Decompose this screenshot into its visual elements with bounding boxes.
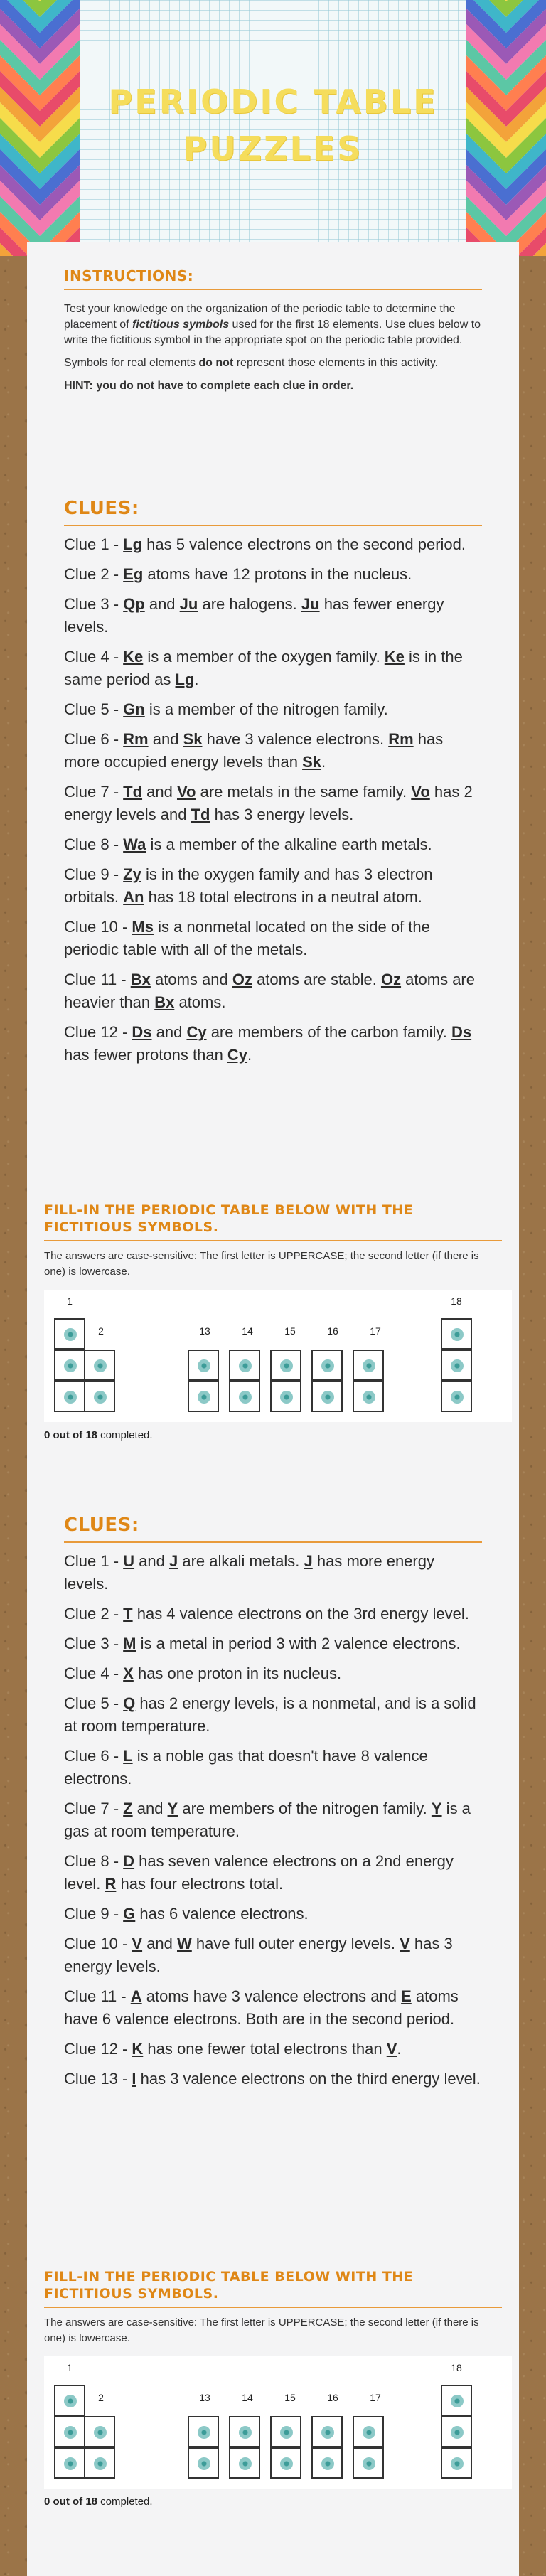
element-cell-g1-p2[interactable]	[54, 2416, 85, 2447]
element-cell-g14-p3[interactable]	[229, 2447, 260, 2479]
symbol-text: W	[177, 1935, 192, 1952]
element-cell-g16-p3[interactable]	[311, 1381, 343, 1412]
puzzle1-clue-9: Clue 9 - Zy is in the oxygen family and has 3 electron orbitals. An has 18 total electrons in a neutral atom.	[64, 865, 433, 906]
cell-marker-icon	[198, 2457, 210, 2470]
element-cell-g13-p3[interactable]	[188, 1381, 219, 1412]
puzzle2-fill-section	[27, 2268, 519, 2508]
symbol-text: Ju	[301, 595, 320, 613]
element-cell-g18-p3[interactable]	[441, 2447, 472, 2479]
cell-marker-icon	[64, 2426, 77, 2439]
puzzle2-clue-13: Clue 13 - I has 3 valence electrons on the third energy level.	[64, 2070, 481, 2088]
cell-marker-icon	[451, 1359, 464, 1372]
symbol-text: Lg	[123, 535, 143, 553]
cell-marker-icon	[239, 2426, 252, 2439]
puzzle2-clue-8: Clue 8 - D has seven valence electrons on a 2nd energy level. R has four electrons total.	[64, 1852, 454, 1893]
cell-marker-icon	[451, 1391, 464, 1404]
symbol-text: Oz	[380, 971, 402, 988]
puzzle1-clue-list	[64, 533, 482, 1067]
symbol-text: Vo	[176, 783, 196, 801]
puzzle2-fill-heading: FILL-IN THE PERIODIC TABLE BELOW WITH THE FICTITIOUS SYMBOLS.	[44, 2268, 502, 2308]
cell-marker-icon	[451, 2395, 464, 2407]
group-label-14: 14	[242, 1325, 253, 1337]
element-cell-g2-p3[interactable]	[84, 2447, 115, 2479]
element-cell-g14-p2[interactable]	[229, 2416, 260, 2447]
puzzle2-clue-9: Clue 9 - G has 6 valence electrons.	[64, 1905, 309, 1923]
cell-marker-icon	[280, 2457, 293, 2470]
cell-marker-icon	[321, 1359, 334, 1372]
puzzle1-clue-10: Clue 10 - Ms is a nonmetal located on the side of the periodic table with all of the metals.	[64, 918, 430, 958]
puzzle2-clue-2: Clue 2 - T has 4 valence electrons on the 3rd energy level.	[64, 1605, 469, 1623]
group-label-17: 17	[370, 2392, 381, 2403]
element-cell-g2-p2[interactable]	[84, 1350, 115, 1381]
chevron-pattern-right	[466, 0, 546, 256]
puzzle2-clue-3: Clue 3 - M is a metal in period 3 with 2 valence electrons.	[64, 1635, 461, 1652]
puzzle1-clue-8: Clue 8 - Wa is a member of the alkaline earth metals.	[64, 835, 432, 853]
instructions-paragraph-1: Test your knowledge on the organization of the periodic table to determine the placement of fictitious symbols used for the first 18 elements. Use clues below to write the fictitious symbol in the appropriate spot on the periodic table provided.	[64, 303, 481, 346]
puzzle1-clue-2: Clue 2 - Eg atoms have 12 protons in the nucleus.	[64, 565, 412, 583]
group-label-1: 1	[67, 2362, 73, 2373]
element-cell-g17-p3[interactable]	[353, 2447, 384, 2479]
element-cell-g14-p2[interactable]	[229, 1350, 260, 1381]
group-label-17: 17	[370, 1325, 381, 1337]
cell-marker-icon	[451, 2457, 464, 2470]
symbol-text: Sk	[183, 730, 203, 748]
symbol-text: R	[105, 1875, 117, 1893]
cell-marker-icon	[451, 2426, 464, 2439]
symbol-text: Eg	[123, 565, 144, 583]
puzzle2-answers-note: The answers are case-sensitive: The first letter is UPPERCASE; the second letter (if there is one) is lowercase.	[44, 2316, 479, 2344]
puzzle2-clue-10: Clue 10 - V and W have full outer energy levels. V has 3 energy levels.	[64, 1935, 453, 1975]
symbol-text: G	[123, 1905, 136, 1923]
cell-marker-icon	[64, 1391, 77, 1404]
symbol-text: Ms	[132, 918, 154, 936]
element-cell-g18-p2[interactable]	[441, 2416, 472, 2447]
symbol-text: Lg	[175, 670, 195, 688]
puzzle2-clues-heading: CLUES:	[64, 1514, 482, 1543]
symbol-text: Gn	[123, 700, 145, 718]
puzzle1-clue-7: Clue 7 - Td and Vo are metals in the same family. Vo has 2 energy levels and Td has 3 energy levels.	[64, 783, 473, 823]
puzzle1-clue-1: Clue 1 - Lg has 5 valence electrons on the second period.	[64, 535, 466, 553]
cell-marker-icon	[94, 2457, 107, 2470]
puzzle2-clue-11: Clue 11 - A atoms have 3 valence electrons and E atoms have 6 valence electrons. Both are in the second period.	[64, 1987, 459, 2028]
element-cell-g13-p3[interactable]	[188, 2447, 219, 2479]
symbol-text: Y	[167, 1800, 178, 1817]
symbol-text: Sk	[302, 753, 322, 771]
element-cell-g1-p1[interactable]	[54, 2385, 85, 2416]
cell-marker-icon	[321, 2426, 334, 2439]
content-card	[27, 242, 519, 2576]
cell-marker-icon	[94, 1359, 107, 1372]
cell-marker-icon	[239, 2457, 252, 2470]
puzzle1-clues-heading: CLUES:	[64, 498, 482, 526]
puzzle2-completed-status: 0 out of 18 completed.	[44, 2496, 153, 2508]
symbol-text: Ju	[179, 595, 198, 613]
element-cell-g17-p3[interactable]	[353, 1381, 384, 1412]
cell-marker-icon	[64, 1328, 77, 1341]
cell-marker-icon	[280, 1391, 293, 1404]
chevron-pattern-left	[0, 0, 80, 256]
cell-marker-icon	[64, 1359, 77, 1372]
hint-text: HINT: you do not have to complete each clue in order.	[64, 380, 354, 392]
puzzle1-clue-3: Clue 3 - Qp and Ju are halogens. Ju has fewer energy levels.	[64, 595, 444, 636]
group-label-16: 16	[327, 2392, 338, 2403]
symbol-text: Z	[123, 1800, 133, 1817]
cell-marker-icon	[94, 1391, 107, 1404]
puzzle2-clue-4: Clue 4 - X has one proton in its nucleus.	[64, 1664, 342, 1682]
page-header	[0, 0, 546, 256]
symbol-text: I	[132, 2070, 136, 2088]
group-label-13: 13	[199, 1325, 210, 1337]
symbol-text: V	[386, 2040, 397, 2058]
cell-marker-icon	[321, 2457, 334, 2470]
cell-marker-icon	[239, 1359, 252, 1372]
symbol-text: Qp	[123, 595, 145, 613]
puzzle2-clues-section	[27, 1514, 519, 2090]
element-cell-g16-p2[interactable]	[311, 1350, 343, 1381]
symbol-text: An	[123, 888, 144, 906]
symbol-text: Bx	[130, 971, 151, 988]
cell-marker-icon	[321, 1391, 334, 1404]
element-cell-g13-p2[interactable]	[188, 2416, 219, 2447]
symbol-text: V	[132, 1935, 143, 1952]
element-cell-g2-p2[interactable]	[84, 2416, 115, 2447]
element-cell-g18-p1[interactable]	[441, 2385, 472, 2416]
cell-marker-icon	[64, 2457, 77, 2470]
instructions-heading: INSTRUCTIONS:	[64, 267, 482, 290]
element-cell-g13-p2[interactable]	[188, 1350, 219, 1381]
symbol-text: Td	[123, 783, 143, 801]
cell-marker-icon	[363, 2426, 375, 2439]
cell-marker-icon	[94, 2426, 107, 2439]
element-cell-g15-p3[interactable]	[270, 2447, 301, 2479]
puzzle1-clue-5: Clue 5 - Gn is a member of the nitrogen family.	[64, 700, 388, 718]
group-label-1: 1	[67, 1295, 73, 1307]
symbol-text: D	[123, 1852, 135, 1870]
group-label-14: 14	[242, 2392, 253, 2403]
group-label-13: 13	[199, 2392, 210, 2403]
element-cell-g14-p3[interactable]	[229, 1381, 260, 1412]
cell-marker-icon	[451, 1328, 464, 1341]
symbol-text: Ds	[132, 1023, 152, 1041]
symbol-text: A	[130, 1987, 142, 2005]
element-cell-g15-p2[interactable]	[270, 2416, 301, 2447]
symbol-text: Vo	[411, 783, 430, 801]
cell-marker-icon	[363, 1359, 375, 1372]
symbol-text: L	[123, 1747, 133, 1765]
symbol-text: X	[123, 1664, 134, 1682]
puzzle2-periodic-table	[44, 2356, 512, 2489]
cell-marker-icon	[239, 1391, 252, 1404]
instructions-paragraph-2: Symbols for real elements do not represent those elements in this activity.	[64, 357, 439, 369]
element-cell-g15-p2[interactable]	[270, 1350, 301, 1381]
symbol-text: V	[400, 1935, 410, 1952]
puzzle1-clue-6: Clue 6 - Rm and Sk have 3 valence electrons. Rm has more occupied energy levels than Sk.	[64, 730, 444, 771]
element-cell-g17-p2[interactable]	[353, 2416, 384, 2447]
group-label-18: 18	[451, 1295, 462, 1307]
symbol-text: Cy	[186, 1023, 207, 1041]
puzzle1-completed-status: 0 out of 18 completed.	[44, 1429, 153, 1441]
group-label-15: 15	[284, 1325, 296, 1337]
cell-marker-icon	[198, 1359, 210, 1372]
group-label-15: 15	[284, 2392, 296, 2403]
element-cell-g17-p2[interactable]	[353, 1350, 384, 1381]
symbol-text: Cy	[227, 1046, 248, 1064]
element-cell-g16-p3[interactable]	[311, 2447, 343, 2479]
cell-marker-icon	[198, 2426, 210, 2439]
puzzle2-clue-6: Clue 6 - L is a noble gas that doesn't have 8 valence electrons.	[64, 1747, 428, 1787]
element-cell-g18-p2[interactable]	[441, 1350, 472, 1381]
puzzle2-clue-list	[64, 1550, 482, 2090]
symbol-text: Bx	[154, 993, 175, 1011]
symbol-text: Q	[123, 1694, 136, 1712]
symbol-text: U	[123, 1552, 135, 1570]
puzzle2-clue-5: Clue 5 - Q has 2 energy levels, is a nonmetal, and is a solid at room temperature.	[64, 1694, 476, 1735]
puzzle1-clue-12: Clue 12 - Ds and Cy are members of the carbon family. Ds has fewer protons than Cy.	[64, 1023, 472, 1064]
element-cell-g1-p2[interactable]	[54, 1350, 85, 1381]
symbol-text: Ds	[451, 1023, 472, 1041]
symbol-text: T	[123, 1605, 133, 1623]
puzzle2-clue-12: Clue 12 - K has one fewer total electrons than V.	[64, 2040, 402, 2058]
symbol-text: Td	[191, 806, 210, 823]
symbol-text: Wa	[123, 835, 146, 853]
cell-marker-icon	[280, 2426, 293, 2439]
puzzle1-clues-section	[27, 498, 519, 1067]
cell-marker-icon	[280, 1359, 293, 1372]
group-label-18: 18	[451, 2362, 462, 2373]
symbol-text: Rm	[388, 730, 414, 748]
cell-marker-icon	[198, 1391, 210, 1404]
puzzle1-clue-11: Clue 11 - Bx atoms and Oz atoms are stable. Oz atoms are heavier than Bx atoms.	[64, 971, 475, 1011]
element-cell-g2-p3[interactable]	[84, 1381, 115, 1412]
element-cell-g15-p3[interactable]	[270, 1381, 301, 1412]
element-cell-g1-p3[interactable]	[54, 1381, 85, 1412]
symbol-text: E	[401, 1987, 412, 2005]
symbol-text: J	[168, 1552, 178, 1570]
puzzle1-answers-note: The answers are case-sensitive: The first letter is UPPERCASE; the second letter (if there is one) is lowercase.	[44, 1250, 479, 1278]
puzzle1-clue-4: Clue 4 - Ke is a member of the oxygen family. Ke is in the same period as Lg.	[64, 648, 463, 688]
symbol-text: Ke	[384, 648, 405, 666]
symbol-text: Ke	[123, 648, 144, 666]
element-cell-g16-p2[interactable]	[311, 2416, 343, 2447]
puzzle1-periodic-table	[44, 1290, 512, 1422]
puzzle1-fill-section	[27, 1202, 519, 1441]
page-title: PERIODIC TABLE PUZZLES	[108, 82, 438, 168]
instructions-section	[27, 267, 519, 401]
element-cell-g1-p1[interactable]	[54, 1318, 85, 1350]
group-label-16: 16	[327, 1325, 338, 1337]
symbol-text: Oz	[232, 971, 252, 988]
symbol-text: Rm	[123, 730, 149, 748]
symbol-text: M	[123, 1635, 136, 1652]
symbol-text: Zy	[123, 865, 141, 883]
element-cell-g1-p3[interactable]	[54, 2447, 85, 2479]
puzzle2-clue-7: Clue 7 - Z and Y are members of the nitrogen family. Y is a gas at room temperature.	[64, 1800, 471, 1840]
group-label-2: 2	[98, 2392, 104, 2403]
element-cell-g18-p1[interactable]	[441, 1318, 472, 1350]
symbol-text: Y	[431, 1800, 442, 1817]
cell-marker-icon	[64, 2395, 77, 2407]
puzzle1-fill-heading: FILL-IN THE PERIODIC TABLE BELOW WITH THE FICTITIOUS SYMBOLS.	[44, 1202, 502, 1241]
group-label-2: 2	[98, 1325, 104, 1337]
element-cell-g18-p3[interactable]	[441, 1381, 472, 1412]
symbol-text: J	[304, 1552, 313, 1570]
cell-marker-icon	[363, 1391, 375, 1404]
puzzle2-clue-1: Clue 1 - U and J are alkali metals. J has more energy levels.	[64, 1552, 434, 1593]
symbol-text: K	[132, 2040, 144, 2058]
cell-marker-icon	[363, 2457, 375, 2470]
